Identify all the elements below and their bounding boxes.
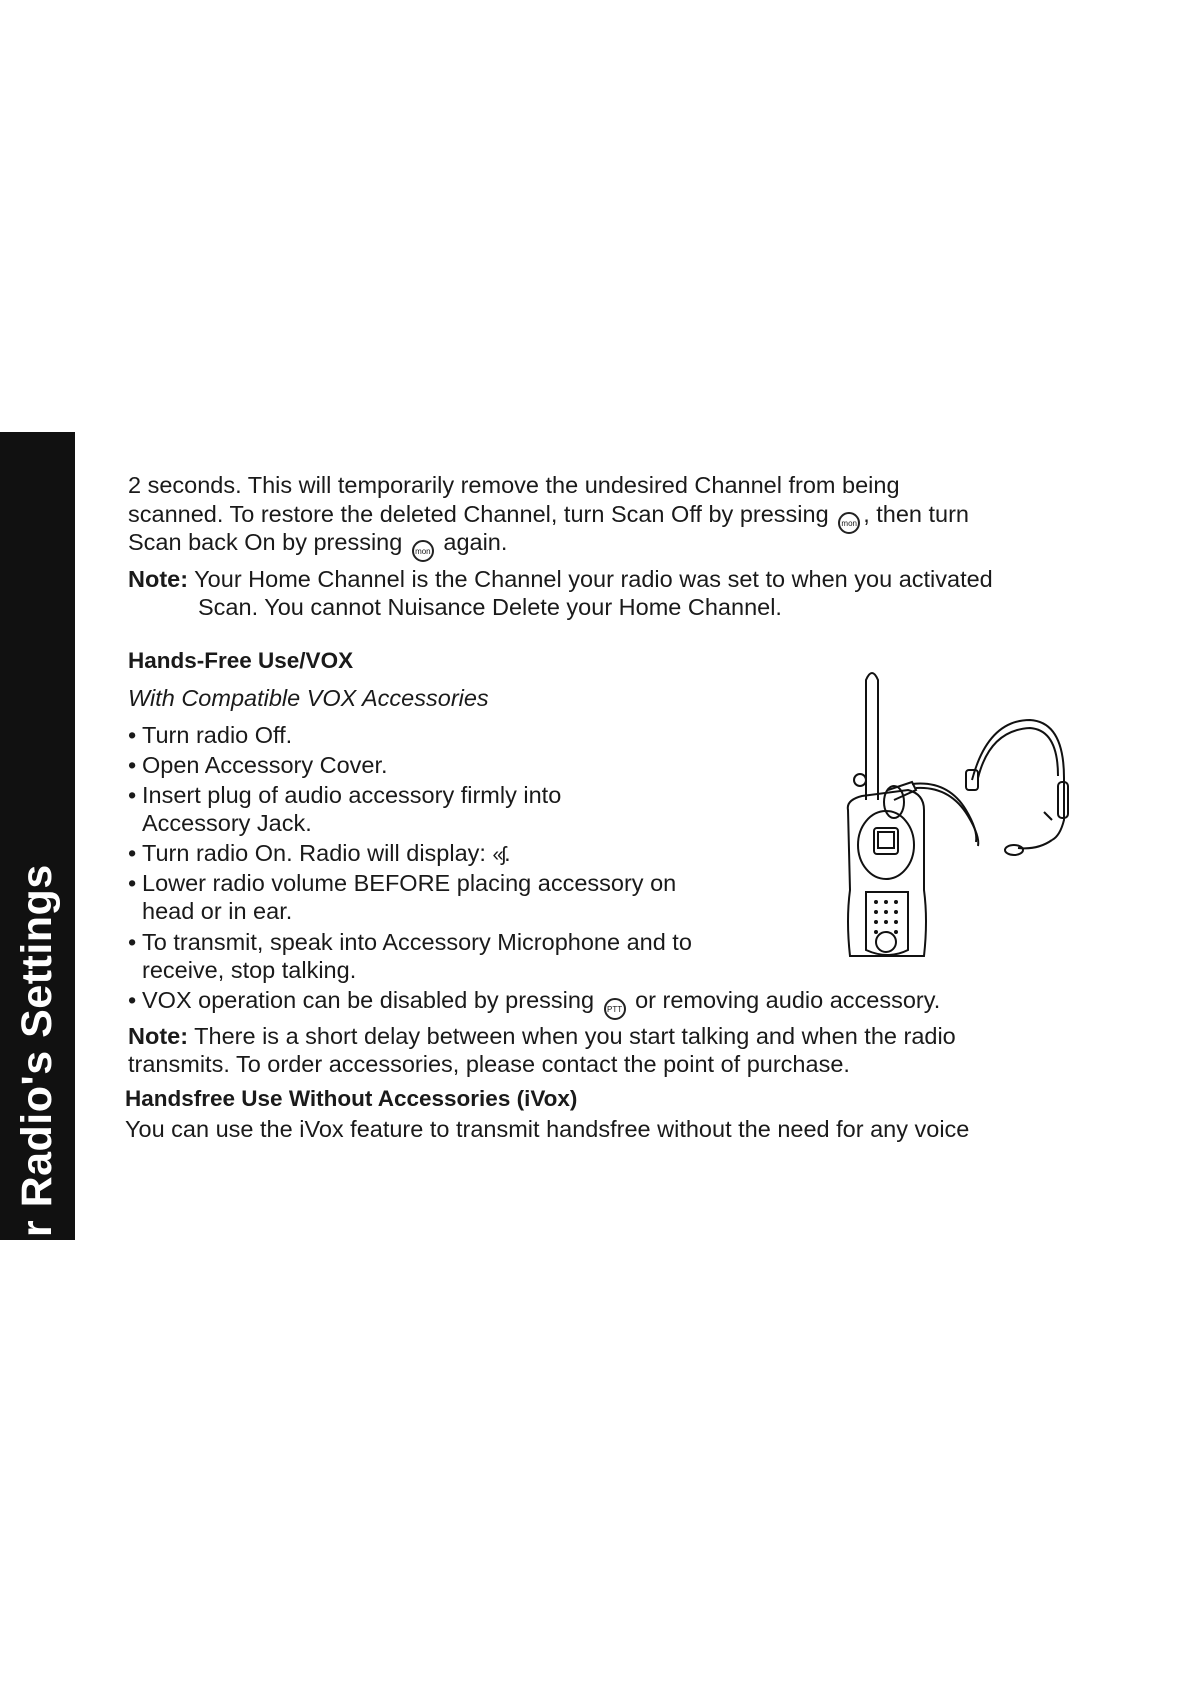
vox-step-6: • To transmit, speak into Accessory Microphone and to [142,928,692,956]
scan-line-3: Scan back On by pressing mon again. [128,528,507,562]
scan-line-1: 2 seconds. This will temporarily remove the undesired Channel from being [128,472,900,498]
vox-step-2: • Open Accessory Cover. [142,751,388,779]
vox-subheading: With Compatible VOX Accessories [128,685,489,711]
chapter-title: Changing your Radio's Settings [13,864,61,1530]
vox-step-1: • Turn radio Off. [142,721,292,749]
vox-step-3-line-2: Accessory Jack. [142,810,312,836]
scan-note-line-2: Scan. You cannot Nuisance Delete your Home Channel. [198,594,782,620]
radio-headset-illustration [838,660,1078,970]
vox-note-line-2: transmits. To order accessories, please contact the point of purchase. [128,1051,850,1077]
page-number: 24 [15,1573,60,1617]
vox-step-4: • Turn radio On. Radio will display: «ʃ. [142,839,511,869]
vox-step-6-line-2: receive, stop talking. [142,957,357,983]
scan-line-2: scanned. To restore the deleted Channel, turn Scan Off by pressing mon , then turn [128,500,969,534]
vox-step-5-line-2: head or in ear. [142,898,293,924]
vox-step-3: • Insert plug of audio accessory firmly into [142,781,561,809]
menu-button-icon: mon [412,540,434,562]
menu-button-icon: mon [838,512,860,534]
scan-note: Note: Your Home Channel is the Channel your radio was set to when you activated [128,566,993,592]
vox-display-icon: «ʃ [492,844,505,866]
ivox-line-1: You can use the iVox feature to transmit handsfree without the need for any voice [125,1116,970,1142]
vox-note: Note: There is a short delay between when you start talking and when the radio [128,1023,956,1049]
vox-heading: Hands-Free Use/VOX [128,648,354,673]
ivox-heading: Handsfree Use Without Accessories (iVox) [125,1086,578,1111]
vox-step-7: • VOX operation can be disabled by pressing PTT or removing audio accessory. [142,986,940,1020]
vox-step-5: • Lower radio volume BEFORE placing accessory on [142,869,676,897]
ptt-button-icon: PTT [604,998,626,1020]
